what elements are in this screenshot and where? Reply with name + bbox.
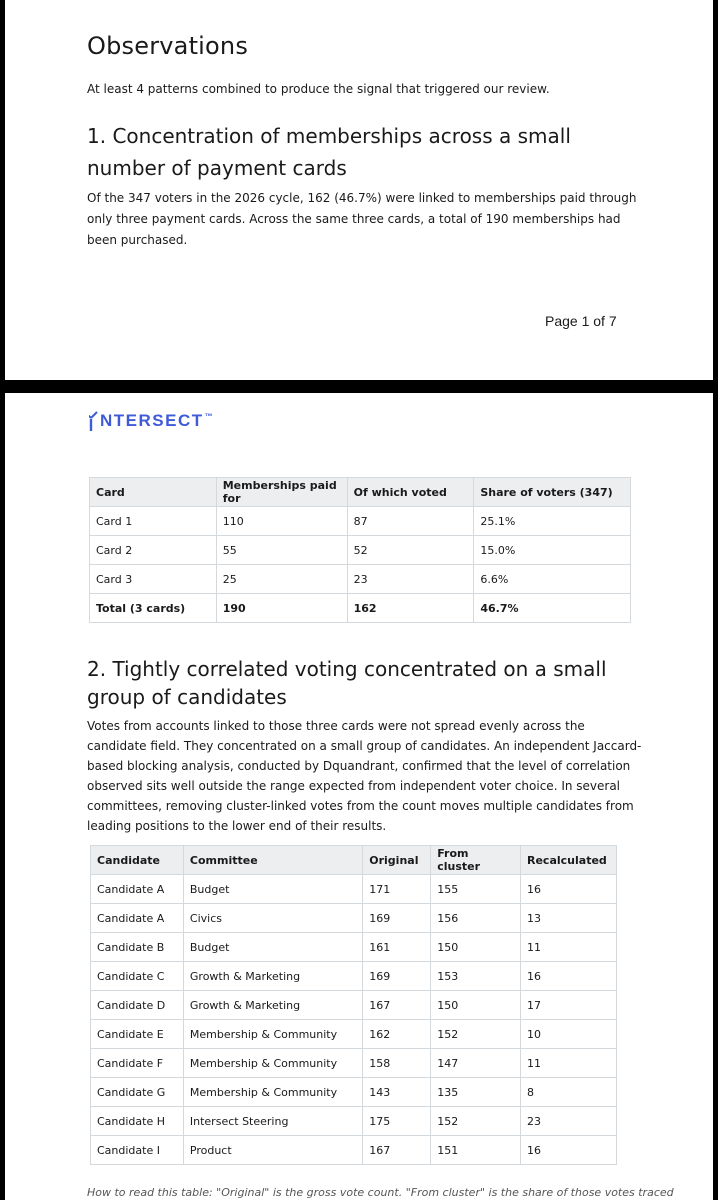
table-cell: Civics: [183, 904, 362, 933]
table-row: [91, 1020, 617, 1049]
column-header: Card: [90, 478, 217, 507]
table-cell: 156: [431, 904, 521, 933]
table-cell: Total (3 cards): [90, 594, 217, 623]
table-cell: 11: [521, 933, 617, 962]
table-cell: 23: [347, 565, 474, 594]
table-cell: 6.6%: [474, 565, 631, 594]
table-header-row: [90, 478, 631, 507]
table-cell: 167: [363, 991, 431, 1020]
table-cell: 135: [431, 1078, 521, 1107]
table-row: [91, 933, 617, 962]
table-cell: 151: [431, 1136, 521, 1165]
table-cell: 11: [521, 1049, 617, 1078]
column-header: Share of voters (347): [474, 478, 631, 507]
table-cell: Membership & Community: [183, 1049, 362, 1078]
table-cell: 55: [216, 536, 347, 565]
table-cell: Candidate D: [91, 991, 184, 1020]
table-cell: Candidate H: [91, 1107, 184, 1136]
table-cell: 13: [521, 904, 617, 933]
table-row: [91, 1078, 617, 1107]
table-cell: Membership & Community: [183, 1078, 362, 1107]
table-cell: 161: [363, 933, 431, 962]
column-header: Original: [363, 846, 431, 875]
table-cell: 162: [363, 1020, 431, 1049]
table-cell: 15.0%: [474, 536, 631, 565]
table-cell: Budget: [183, 875, 362, 904]
table-row: [90, 565, 631, 594]
table-cell: 25.1%: [474, 507, 631, 536]
table-cell: Candidate B: [91, 933, 184, 962]
column-header: Candidate: [91, 846, 184, 875]
table-cell: 147: [431, 1049, 521, 1078]
candidates-table: [90, 845, 617, 1165]
table-row: [91, 962, 617, 991]
table-cell: Candidate F: [91, 1049, 184, 1078]
table-cell: 167: [363, 1136, 431, 1165]
column-header: Recalculated: [521, 846, 617, 875]
intro-paragraph: At least 4 patterns combined to produce the signal that triggered our review.: [87, 82, 550, 96]
section-1-body: Of the 347 voters in the 2026 cycle, 162 (46.7%) were linked to memberships paid through only three payment cards. Across the same three cards, a total of 190 memberships had been purchased.: [87, 191, 637, 247]
table-cell: Membership & Community: [183, 1020, 362, 1049]
table-cell: Growth & Marketing: [183, 962, 362, 991]
table-cell: 158: [363, 1049, 431, 1078]
table-cell: 46.7%: [474, 594, 631, 623]
intersect-logo: [89, 411, 213, 431]
table-row: [90, 536, 631, 565]
table-cell: 153: [431, 962, 521, 991]
table-cell: 17: [521, 991, 617, 1020]
column-header: Memberships paid for: [216, 478, 347, 507]
table-cell: Card 1: [90, 507, 217, 536]
table-cell: 169: [363, 904, 431, 933]
table-cell: 152: [431, 1107, 521, 1136]
table-cell: Candidate G: [91, 1078, 184, 1107]
table-cell: 16: [521, 962, 617, 991]
table-cell: 16: [521, 875, 617, 904]
table-cell: 175: [363, 1107, 431, 1136]
page-number: Page 1 of 7: [545, 313, 617, 329]
table-cell: 23: [521, 1107, 617, 1136]
document-page-2: [5, 393, 713, 1200]
table-cell: Candidate A: [91, 904, 184, 933]
table-cell: Candidate I: [91, 1136, 184, 1165]
table-cell: 155: [431, 875, 521, 904]
table-row: [91, 1107, 617, 1136]
column-header: From cluster: [431, 846, 521, 875]
column-header: Committee: [183, 846, 362, 875]
table-cell: 162: [347, 594, 474, 623]
table-cell: 10: [521, 1020, 617, 1049]
section-1-title: 1. Concentration of memberships across a small number of payment cards: [87, 124, 571, 180]
logo-i-mark-icon: [89, 411, 99, 431]
table-cell: 169: [363, 962, 431, 991]
logo-text: NTERSECT: [100, 411, 204, 430]
table-row: [91, 904, 617, 933]
table-cell: Budget: [183, 933, 362, 962]
page-heading: Observations: [87, 32, 249, 60]
column-header: Of which voted: [347, 478, 474, 507]
table-cell: Growth & Marketing: [183, 991, 362, 1020]
table-cell: Product: [183, 1136, 362, 1165]
table-cell: 87: [347, 507, 474, 536]
table-cell: 110: [216, 507, 347, 536]
table-row: [91, 991, 617, 1020]
section-2-body: Votes from accounts linked to those three cards were not spread evenly across the candidate field. They concentrated on a small group of candidates. An independent Jaccard-based blocking analysis, conducted by Dquandrant, confirmed that the level of correlation observed sits well outside the range expected from independent voter choice. In several committees, removing cluster-linked votes from the count moves multiple candidates from leading positions to the lower end of their results.: [87, 719, 642, 833]
table-cell: 25: [216, 565, 347, 594]
section-2-title: 2. Tightly correlated voting concentrated on a small group of candidates: [87, 657, 607, 709]
table-cell: 190: [216, 594, 347, 623]
table-cell: Intersect Steering: [183, 1107, 362, 1136]
document-page-1: [5, 0, 713, 380]
table-cell: 8: [521, 1078, 617, 1107]
table-total-row: [90, 594, 631, 623]
table-row: [90, 507, 631, 536]
table-cell: Candidate C: [91, 962, 184, 991]
table-cell: 52: [347, 536, 474, 565]
table-cell: 150: [431, 991, 521, 1020]
table-cell: Candidate A: [91, 875, 184, 904]
table-reading-note: How to read this table: "Original" is the gross vote count. "From cluster" is the share of those votes traced: [87, 1186, 674, 1199]
table-cell: 171: [363, 875, 431, 904]
table-cell: Card 2: [90, 536, 217, 565]
table-cell: 16: [521, 1136, 617, 1165]
payment-cards-table: [89, 477, 631, 623]
logo-trademark: ™: [204, 412, 213, 421]
table-cell: 150: [431, 933, 521, 962]
table-cell: 143: [363, 1078, 431, 1107]
table-row: [91, 875, 617, 904]
table-row: [91, 1136, 617, 1165]
table-cell: Candidate E: [91, 1020, 184, 1049]
table-row: [91, 1049, 617, 1078]
table-cell: 152: [431, 1020, 521, 1049]
table-cell: Card 3: [90, 565, 217, 594]
table-header-row: [91, 846, 617, 875]
